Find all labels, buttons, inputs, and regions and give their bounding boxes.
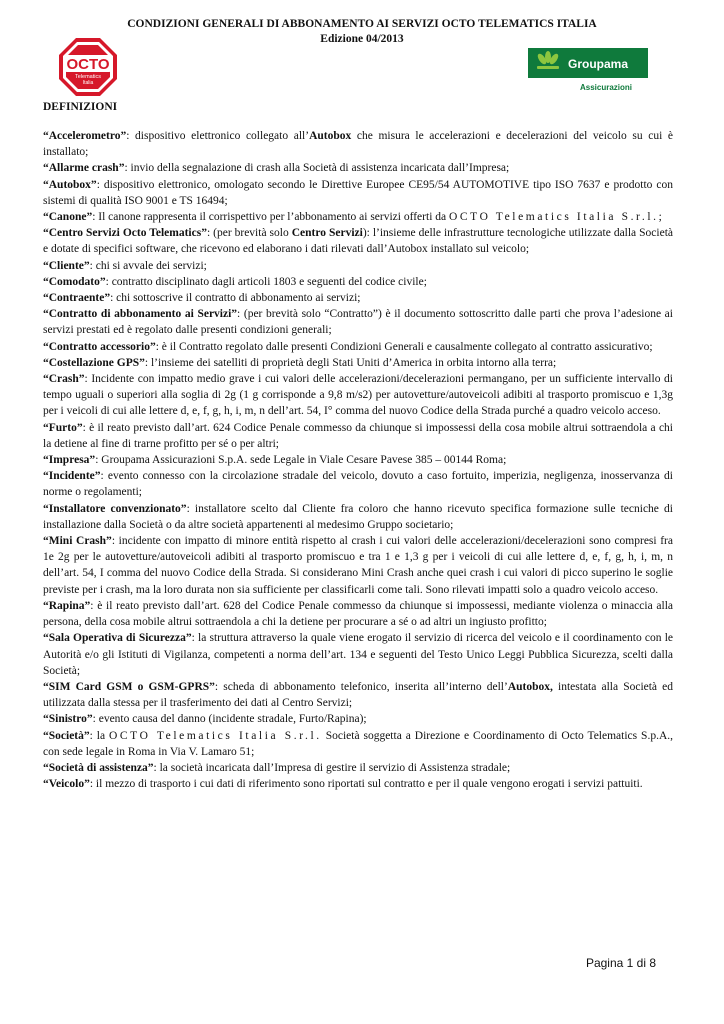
definition-term: “Mini Crash” [43,535,112,548]
definition-term: “Rapina” [43,599,91,612]
definition-term: “Installatore convenzionato” [43,502,187,515]
definition-item [43,420,673,452]
definition-item [43,468,673,500]
definition-term: “Impresa” [43,454,96,467]
definition-text: : il mezzo di trasporto i cui dati di riferimento sono riportati sul contratto e per il quale vengono erogati i servizi pattuiti. [89,778,643,791]
definition-text: : contratto disciplinato dagli articoli 1803 e seguenti del codice civile; [105,275,427,288]
definition-bold-text: Centro Servizi [291,227,363,240]
definition-item [43,258,673,274]
document-edition: Edizione 04/2013 [320,33,404,45]
definition-term: “Incidente” [43,470,101,483]
definition-text: : Il canone rappresenta il corrispettivo per l’abbonamento ai servizi offerti da [92,211,449,224]
definition-term: “Contratto accessorio” [43,340,156,353]
definition-term: “Costellazione GPS” [43,356,145,369]
document-title: CONDIZIONI GENERALI DI ABBONAMENTO AI SERVIZI OCTO TELEMATICS ITALIA [127,18,597,30]
definition-item [43,177,673,209]
definition-item [43,371,673,420]
definition-text: : dispositivo elettronico, omologato secondo le Direttive Europee CE95/54 AUTOMOTIVE tipo ISO 7637 e prodotto con sistemi di qualità ISO 9001 e TS 16494; [43,178,673,207]
definition-term: “Accelerometro” [43,130,127,142]
svg-text:Italia: Italia [82,80,94,86]
groupama-brand-text: Groupama [568,57,629,71]
definition-text: : scheda di abbonamento telefonico, inserita all’interno dell’ [214,680,508,693]
definition-item [43,339,673,355]
definition-text: : (per brevità solo “Contratto”) è il documento sottoscritto dalle parti che prova l’adesione ai servizi prestati ed è regolato dalle presenti condizioni generali; [43,308,673,337]
definition-term: “Società di assistenza” [43,761,154,774]
definition-text: : chi sottoscrive il contratto di abbonamento ai servizi; [110,292,361,305]
definition-text: che misura le accelerazioni e decelerazioni del veicolo su cui è installato; [43,130,673,159]
definition-item [43,128,673,160]
groupama-tagline: Assicurazioni [579,83,632,92]
definition-text: intestata alla Società ed utilizzata dalla stessa per il trasferimento dei dati al Centro Servizi; [43,680,674,710]
definition-item [43,209,673,225]
octo-telematics-logo [58,37,118,97]
definition-text: : chi si avvale dei servizi; [89,259,207,272]
definition-text: : è il reato previsto dall’art. 624 Codice Penale commesso da chiunque si impossessi della cosa mobile altrui sottraendola a chi la detiene al fine di trarne profitto per sé o per altri; [43,421,673,450]
definition-text: : la struttura attraverso la quale viene erogato il servizio di ricerca del veicolo e il coordinamento con le Autorità e/o gli Istituti di Vigilanza, competenti a norma dell’art. 134 e seguenti del Testo Unico Leggi Pubblica Sicurezza, scelti dalla Società; [43,632,674,677]
definition-item [43,760,673,776]
definition-term: “Sala Operativa di Sicurezza” [43,632,192,645]
definition-text: : dispositivo elettronico collegato all’ [126,130,310,142]
definition-item [43,728,673,760]
definition-term: “Furto” [43,421,83,434]
definition-bold-text: Autobox, [507,680,553,693]
definition-item [43,290,673,306]
definition-item [43,274,673,290]
definition-term: “Contraente” [43,292,111,305]
section-heading: DEFINIZIONI [43,101,118,113]
octo-logo-text: OCTO [66,56,110,73]
definition-item [43,533,673,598]
definition-text: : è il Contratto regolato dalle presenti Condizioni Generali e causalmente collegato al contratto assicurativo; [155,340,653,353]
definition-text: : la [89,729,109,742]
definition-text: : evento connesso con la circolazione stradale del veicolo, dovuto a caso fortuito, imperizia, negligenza, inosservanza di norme o regolamenti; [43,470,673,499]
svg-text:Telematics: Telematics [75,74,101,80]
definition-item [43,306,673,338]
definition-text: : (per brevità solo [206,227,292,240]
definition-text: : l’insieme dei satelliti di proprietà degli Stati Uniti d’America in orbita intorno alla terra; [144,356,557,369]
definition-text: : evento causa del danno (incidente stradale, Furto/Rapina); [92,713,367,726]
definition-term: “Comodato” [43,275,106,288]
definition-term: “Sinistro” [43,713,93,726]
definition-term: “Canone” [43,211,93,224]
page-number: Pagina 1 di 8 [585,956,656,970]
definition-item [43,355,673,371]
definition-term: “Centro Servizi Octo Telematics” [43,227,207,240]
definition-term: “Autobox” [43,178,97,191]
definition-item [43,598,673,630]
definition-text: : Incidente con impatto medio grave i cui valori delle accelerazioni/decelerazioni permangano, per un sufficiente intervallo di tempo uguali o superiori alla soglia di 2g (1 g corrisponde a 9,8 m/s2) per autovetture/autoveicoli adibiti al trasporto promiscuo e 1,3g per i veicoli di cui alle lettere d, e, f, g, h, i, m, n dell’art. 54, I° comma del nuovo Codice della Strada purché a quadro veicolo acceso. [43,373,673,418]
groupama-logo [528,48,648,94]
definition-text: ): l’insieme delle infrastrutture tecnologiche utilizzate dalla Società e dotate di specifici software, che ricevono ed elaborano i dati rilevati dall’Autobox installato sul veicolo; [43,227,673,256]
definition-text: Società soggetta a Direzione e Coordinamento di Octo Telematics S.p.A., con sede legale in Roma in Via V. Lamaro 51; [43,729,674,758]
company-name-text: OCTO Telematics Italia S.r.l. [109,729,322,742]
definition-item [43,776,673,792]
definition-text: : invio della segnalazione di crash alla Società di assistenza incaricata dall’Impresa; [124,162,510,175]
definition-item [43,225,673,257]
definition-term: “Veicolo” [43,778,90,791]
company-name-text: OCTO Telematics Italia S.r.l. [449,211,659,224]
definition-text: : installatore scelto dal Cliente fra coloro che hanno ricevuto specifica formazione sulle tecniche di installazione dalla Società o da altre società appartenenti al medesimo Gruppo societario; [43,502,673,531]
definition-item [43,501,673,533]
definition-item [43,452,673,468]
definition-term: “Crash” [43,373,85,386]
definition-bold-text: Autobox [309,130,352,142]
definition-term: “SIM Card GSM o GSM-GPRS” [43,680,215,693]
definition-term: “Contratto di abbonamento ai Servizi” [43,308,238,321]
definition-item [43,679,673,711]
definition-term: “Allarme crash” [43,162,125,175]
definition-term: “Società” [43,729,90,742]
definition-term: “Cliente” [43,259,90,272]
definition-item [43,630,673,679]
definition-text: : incidente con impatto di minore entità rispetto al crash i cui valori delle accelerazioni/decelerazioni sono compresi fra 1e 2g per le autovetture/autoveicoli adibiti al trasporto promiscuo e tra 1 e 1,3 g per i veicoli di cui alle lettere d, e, f, g, h, i, m, n dell’art. 54, I comma del nuovo Codice della Strada. Si considerano Mini Crash anche quei crash i cui valori di picco superino le soglie previste per i crash, ma la loro durata non sia sufficiente per classificarli come tali. Sono rilevati impatti solo a quadro veicolo acceso. [43,535,673,596]
definition-text: : è il reato previsto dall’art. 628 del Codice Penale commesso da chiunque si impossessi, mediante violenza o minaccia alla persona, della cosa mobile altrui sottraendola a chi la detiene per procurare a sé o ad altri un ingiusto profitto; [43,599,673,629]
definition-item [43,160,673,176]
definition-text: : la società incaricata dall’Impresa di gestire il servizio di Assistenza stradale; [153,761,511,774]
definition-item [43,711,673,727]
definition-text: : Groupama Assicurazioni S.p.A. sede Legale in Viale Cesare Pavese 385 – 00144 Roma; [95,454,507,467]
definitions-list [43,128,673,792]
definition-text: ; [658,211,662,224]
